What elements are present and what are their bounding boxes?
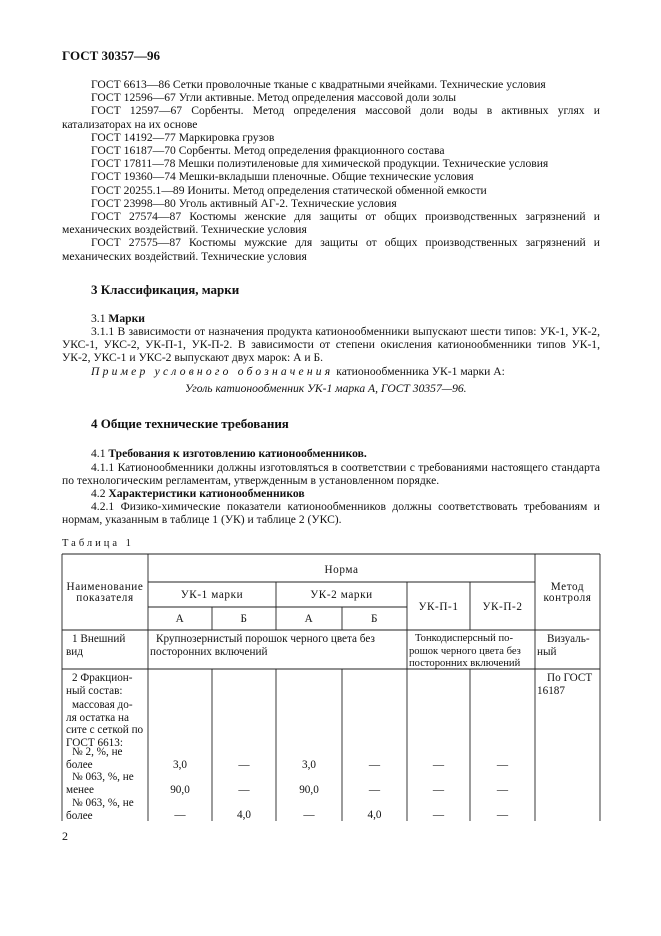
cell-text: ля остатка на bbox=[66, 711, 129, 724]
reference-item: ГОСТ 16187—70 Сорбенты. Метод определения фракционного состава bbox=[91, 144, 445, 158]
row-1-description-fine bbox=[409, 633, 521, 671]
cell-text: посторонних включений bbox=[409, 658, 521, 670]
row-1-name bbox=[66, 633, 125, 658]
table-row-label bbox=[66, 771, 134, 796]
reference-item: ГОСТ 6613—86 Сетки проволочные тканые с квадратными ячейками. Технические условия bbox=[91, 78, 546, 91]
row-2-method bbox=[537, 672, 592, 697]
cell-text: 2 Фракцион- bbox=[72, 672, 133, 684]
paragraph-4-2-1: 4.2.1 Физико-химические показатели катионообменников должны соответствовать требованиям и нормам, указанным в таблице 1 (УК) и таблице 2 (УКС). bbox=[62, 500, 600, 527]
cell-text: рошок черного цвета без bbox=[409, 645, 521, 657]
example-label: Пример условного обозначения bbox=[91, 365, 334, 378]
reference-item: ГОСТ 17811—78 Мешки полиэтиленовые для химической продукции. Технические условия bbox=[91, 157, 549, 171]
header-text: показателя bbox=[76, 592, 134, 604]
table-cell: — bbox=[432, 784, 445, 796]
cell-text: № 063, %, не bbox=[72, 771, 134, 783]
paragraph-3-1-1: 3.1.1 В зависимости от назначения продукта катионообменники выпускают шести типов: УК-1, УК-2, УКС-1, УКС-2, УК-П-1, УК-П-2. В зависимости от степени окисления катионообменники типов УК-1, УК-2, УКС-1 и УКС-2 выпускают двух марок: А и Б. bbox=[62, 325, 600, 365]
cell-text: массовая до- bbox=[72, 699, 133, 712]
reference-item: ГОСТ 27574—87 Костюмы женские для защиты от общих производственных загрязнений и bbox=[91, 210, 600, 224]
subsection-number: 4.2 bbox=[91, 487, 109, 500]
header-uk1: УК-1 марки bbox=[180, 589, 244, 601]
cell-text: более bbox=[66, 758, 93, 771]
table-cell: — bbox=[238, 759, 250, 771]
cell-text: ГОСТ 6613: bbox=[66, 736, 123, 749]
cell-text: ный bbox=[537, 645, 557, 658]
page-header: ГОСТ 30357—96 bbox=[62, 48, 161, 63]
reference-item: ГОСТ 19360—74 Мешки-вкладыши пленочные. Общие технические условия bbox=[91, 170, 474, 184]
section-4-title: 4 Общие технические требования bbox=[91, 416, 289, 431]
table-cell: 4,0 bbox=[367, 809, 382, 821]
cell-text: По ГОСТ bbox=[547, 672, 593, 684]
cell-text: более bbox=[66, 809, 93, 822]
table-cell: — bbox=[368, 784, 381, 796]
row-2-name bbox=[66, 672, 146, 750]
example-designation: Уголь катионообменник УК-1 марка А, ГОСТ 30357—96. bbox=[185, 382, 467, 395]
table-cell: 90,0 bbox=[170, 784, 190, 796]
header-text: Наименование bbox=[66, 581, 144, 593]
cell-text: 16187 bbox=[537, 684, 565, 697]
header-uk2: УК-2 марки bbox=[310, 589, 373, 601]
reference-item-continuation: катализаторах на их основе bbox=[62, 117, 198, 131]
header-norm: Норма bbox=[324, 564, 359, 576]
row-1-description bbox=[150, 633, 404, 658]
reference-item: ГОСТ 23998—80 Уголь активный АГ-2. Технические условия bbox=[91, 196, 397, 210]
reference-item: ГОСТ 12596—67 Угли активные. Метод определения массовой доли золы bbox=[91, 91, 457, 105]
header-uk1-a: А bbox=[175, 613, 185, 625]
row-1-method bbox=[537, 633, 590, 658]
table-cell: 3,0 bbox=[302, 759, 316, 771]
reference-item: ГОСТ 12597—67 Сорбенты. Метод определения массовой доли воды в активных углях и bbox=[91, 104, 600, 118]
page-number: 2 bbox=[62, 829, 68, 843]
header-uk1-b: Б bbox=[240, 613, 248, 625]
table-cell: 3,0 bbox=[173, 759, 187, 771]
table-cell: — bbox=[496, 759, 509, 771]
cell-text: 1 Внешний bbox=[72, 633, 126, 645]
subsection-number: 4.1 bbox=[91, 447, 109, 460]
header-text: контроля bbox=[543, 592, 592, 604]
table-cell: — bbox=[432, 809, 445, 821]
reference-item-continuation: механических воздействий. Технические условия bbox=[62, 249, 307, 263]
reference-item: ГОСТ 20255.1—89 Иониты. Метод определения статической обменной емкости bbox=[91, 183, 487, 197]
table-cell: — bbox=[238, 784, 250, 796]
reference-item: ГОСТ 27575—87 Костюмы мужские для защиты от общих производственных загрязнений и bbox=[91, 236, 600, 250]
cell-text: ный состав: bbox=[66, 684, 123, 697]
header-uk2-a: А bbox=[304, 613, 314, 625]
table-cell: — bbox=[368, 759, 381, 771]
header-ukp1: УК-П-1 bbox=[418, 601, 459, 613]
header-uk2-b: Б bbox=[370, 613, 379, 625]
header-text: Метод bbox=[550, 581, 585, 593]
table-cell: — bbox=[174, 809, 186, 821]
example-text: катионообменника УК-1 марки А: bbox=[333, 365, 505, 378]
subsection-number: 3.1 bbox=[91, 312, 109, 325]
section-3-title: 3 Классификация, марки bbox=[91, 282, 240, 297]
cell-text: Визуаль- bbox=[547, 633, 590, 645]
cell-text: Крупнозернистый порошок черного цвета без bbox=[156, 633, 375, 645]
cell-text: вид bbox=[66, 645, 83, 658]
reference-item-continuation: механических воздействий. Технические условия bbox=[62, 223, 307, 237]
cell-text: Тонкодисперсный по- bbox=[415, 633, 513, 644]
table-cell: — bbox=[432, 759, 445, 771]
subsection-title: Характеристики катионообменников bbox=[108, 487, 305, 500]
header-indicator-name bbox=[62, 582, 148, 604]
table-caption: Таблица 1 bbox=[62, 538, 134, 549]
table-row-label bbox=[66, 746, 123, 771]
cell-text: № 063, %, не bbox=[72, 797, 134, 809]
table-cell: 4,0 bbox=[237, 809, 251, 821]
header-method bbox=[535, 582, 600, 604]
table-cell: — bbox=[496, 809, 509, 821]
cell-text: посторонних включений bbox=[150, 645, 268, 658]
reference-item: ГОСТ 14192—77 Маркировка грузов bbox=[91, 130, 275, 144]
subsection-title: Марки bbox=[108, 312, 145, 325]
cell-text: менее bbox=[66, 783, 94, 796]
table-cell: 90,0 bbox=[299, 784, 319, 796]
table-cell: — bbox=[303, 809, 315, 821]
cell-text: сите с сеткой по bbox=[66, 724, 144, 737]
subsection-title: Требования к изготовлению катионообменников. bbox=[108, 447, 367, 460]
cell-text: № 2, %, не bbox=[72, 746, 123, 758]
table-row-label bbox=[66, 797, 134, 822]
table-cell: — bbox=[496, 784, 509, 796]
header-ukp2: УК-П-2 bbox=[482, 601, 523, 613]
paragraph-4-1-1: 4.1.1 Катионообменники должны изготовляться в соответствии с требованиями настоящего стандарта по технологическим регламентам, утвержденным в установленном порядке. bbox=[62, 461, 600, 488]
